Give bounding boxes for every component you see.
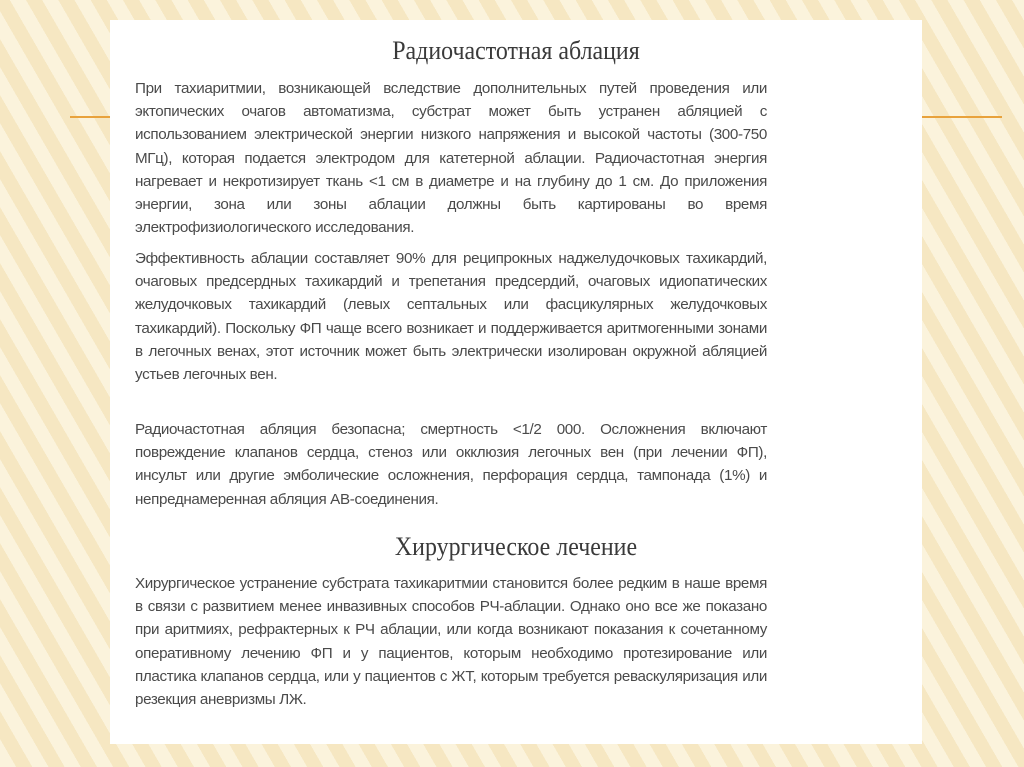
decorative-rule-right bbox=[922, 116, 1002, 118]
decorative-rule-left bbox=[70, 116, 110, 118]
section-title-rf-ablation: Радиочастотная аблация bbox=[392, 36, 640, 65]
paragraph: Хирургическое устранение субстрата тахикаритмии становится более редким в наше время в связи с развитием менее инвазивных способов РЧ-аблации. Однако оно все же показано при аритмиях, рефрактерных к РЧ аблации, или когда возникают показания к сочетанному оперативному лечению ФП и у пациентов, которым необходимо протезирование или пластика клапанов сердца, или у пациентов с ЖТ, которым требуется реваскуляризация или резекция аневризмы ЛЖ. bbox=[135, 575, 767, 709]
paragraph: Эффективность аблации составляет 90% для реципрокных наджелудочковых тахикардий, очаговых предсердных тахикардий и трепетания предсердий, очаговых идиопатических желудочковых тахикардий (левых септальных или фасцикулярных желудочковых тахикардий). Поскольку ФП чаще всего возникает и поддерживается аритмогенными зонами в легочных венах, этот источник может быть электрически изолирован окружной абляцией устьев легочных вен. bbox=[135, 250, 767, 384]
paragraph: При тахиаритмии, возникающей вследствие дополнительных путей проведения или эктопических очагов автоматизма, субстрат может быть устранен абляцией с использованием электрической энергии низкого напряжения и высокой частоты (300-750 МГц), которая подается электродом для катетерной аблации. Радиочастотная энергия нагревает и некротизирует ткань <1 см в диаметре и на глубину до 1 см. До приложения энергии, зона или зоны аблации должны быть картированы во время электрофизиологического исследования. bbox=[135, 80, 767, 237]
paragraph: Радиочастотная абляция безопасна; смертность <1/2 000. Осложнения включают повреждение клапанов сердца, стеноз или окклюзия легочных вен (при лечении ФП), инсульт или другие эмболические осложнения, перфорация сердца, тампонада (1%) и непреднамеренная абляция АВ-соединения. bbox=[135, 421, 767, 508]
document-page bbox=[110, 20, 922, 744]
section-title-surgical-treatment: Хирургическое лечение bbox=[394, 532, 638, 561]
